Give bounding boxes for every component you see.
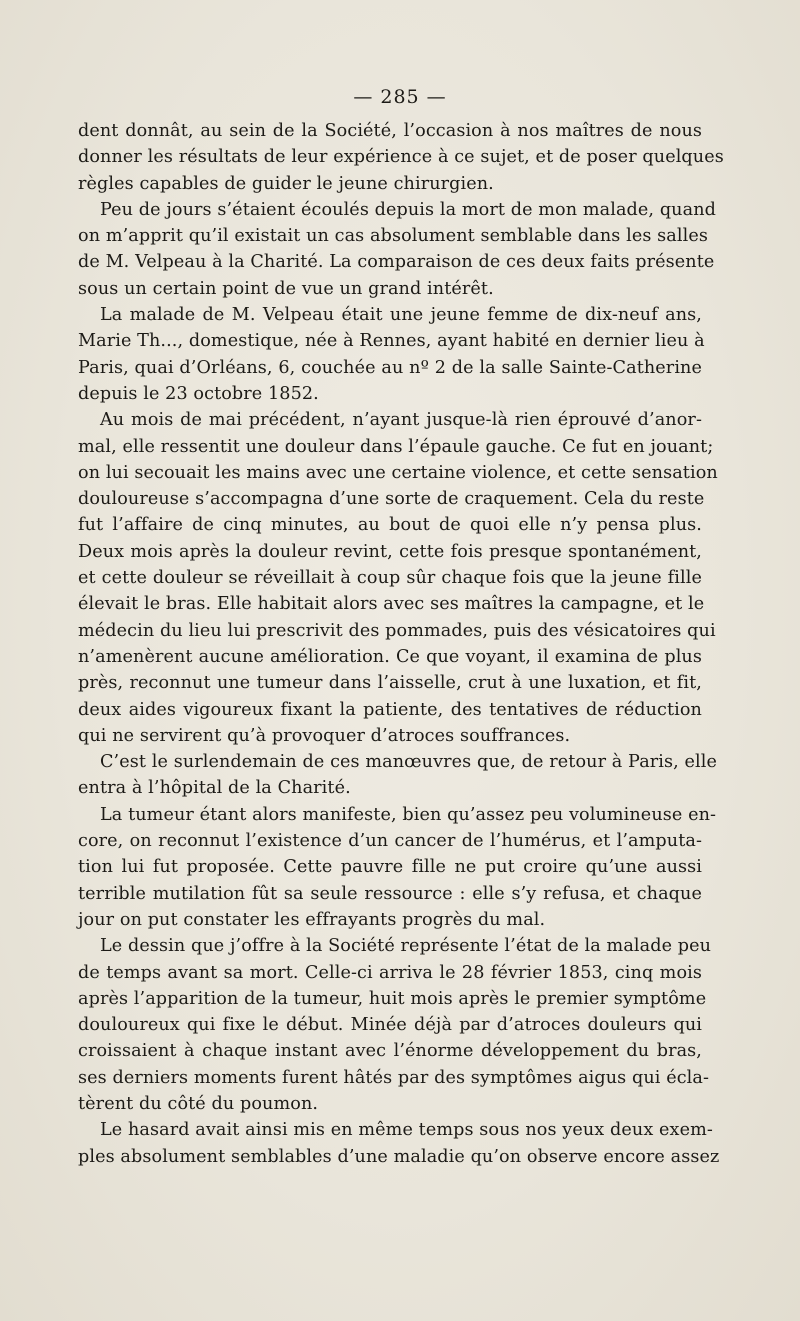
text-line: croissaient à chaque instant avec l’énorme développement du bras, — [78, 1041, 702, 1062]
text-line: et cette douleur se réveillait à coup sûr chaque fois que la jeune fille — [78, 568, 702, 589]
text-line: Marie Th..., domestique, née à Rennes, ayant habité en dernier lieu à — [78, 331, 705, 352]
paragraph — [78, 302, 705, 407]
text-line: après l’apparition de la tumeur, huit mois après le premier symptôme — [78, 988, 707, 1009]
text-line: on lui secouait les mains avec une certaine violence, et cette sensation — [78, 462, 718, 483]
paragraph — [78, 407, 718, 749]
paragraph — [78, 802, 717, 933]
text-line: core, on reconnut l’existence d’un cancer de l’humérus, et l’amputa- — [78, 831, 702, 852]
text-line: médecin du lieu lui prescrivit des pommades, puis des vésicatoires qui — [78, 620, 716, 641]
text-line: Au mois de mai précédent, n’ayant jusque-là rien éprouvé d’anor- — [100, 410, 702, 431]
text-line: mal, elle ressentit une douleur dans l’épaule gauche. Ce fut en jouant; — [78, 436, 714, 457]
text-line: depuis le 23 octobre 1852. — [78, 383, 319, 404]
paragraph — [78, 118, 724, 197]
text-line: entra à l’hôpital de la Charité. — [78, 778, 351, 799]
text-line: élevait le bras. Elle habitait alors avec ses maîtres la campagne, et le — [78, 594, 705, 615]
text-line: ples absolument semblables d’une maladie qu’on observe encore assez — [78, 1146, 720, 1167]
text-line: on m’apprit qu’il existait un cas absolument semblable dans les salles — [78, 226, 708, 247]
text-line: La tumeur étant alors manifeste, bien qu’assez peu volumineuse en- — [100, 804, 717, 825]
text-line: La malade de M. Velpeau était une jeune femme de dix-neuf ans, — [100, 305, 702, 326]
text-line: Le hasard avait ainsi mis en même temps sous nos yeux deux exem- — [100, 1120, 713, 1141]
text-line: près, reconnut une tumeur dans l’aisselle, crut à une luxation, et fit, — [78, 673, 702, 694]
text-line: jour on put constater les effrayants progrès du mal. — [78, 909, 546, 930]
paragraph — [78, 749, 718, 802]
paragraph — [78, 1117, 720, 1170]
text-line: douloureuse s’accompagna d’une sorte de craquement. Cela du reste — [78, 489, 705, 510]
text-line: règles capables de guider le jeune chirurgien. — [78, 173, 494, 194]
text-line: donner les résultats de leur expérience à ce sujet, et de poser quelques — [78, 147, 724, 168]
text-line: ses derniers moments furent hâtés par des symptômes aigus qui écla- — [78, 1067, 710, 1088]
text-line: tèrent du côté du poumon. — [78, 1093, 319, 1114]
text-line: de temps avant sa mort. Celle-ci arriva le 28 février 1853, cinq mois — [78, 962, 702, 983]
text-line: tion lui fut proposée. Cette pauvre fille ne put croire qu’une aussi — [78, 857, 702, 878]
text-line: douloureux qui fixe le début. Minée déjà par d’atroces douleurs qui — [78, 1015, 702, 1036]
text-line: de M. Velpeau à la Charité. La comparaison de ces deux faits présente — [78, 252, 715, 273]
text-line: Deux mois après la douleur revint, cette fois presque spontanément, — [78, 541, 702, 562]
text-line: Peu de jours s’étaient écoulés depuis la mort de mon malade, quand — [100, 199, 716, 220]
text-line: qui ne servirent qu’à provoquer d’atroces souffrances. — [78, 725, 571, 746]
text-line: Le dessin que j’offre à la Société représente l’état de la malade peu — [100, 936, 712, 957]
text-line: fut l’affaire de cinq minutes, au bout de quoi elle n’y pensa plus. — [78, 515, 702, 536]
text-line: n’amenèrent aucune amélioration. Ce que voyant, il examina de plus — [78, 646, 702, 667]
paragraph — [78, 933, 712, 1117]
text-line: sous un certain point de vue un grand intérêt. — [78, 278, 494, 299]
text-line: C’est le surlendemain de ces manœuvres que, de retour à Paris, elle — [100, 752, 718, 773]
text-line: terrible mutilation fût sa seule ressource : elle s’y refusa, et chaque — [78, 883, 702, 904]
text-line: Paris, quai d’Orléans, 6, couchée au nº 2 de la salle Sainte-Catherine — [78, 357, 702, 378]
paragraph — [78, 197, 716, 302]
page-number: — 285 — — [353, 86, 447, 108]
text-line: deux aides vigoureux fixant la patiente, des tentatives de réduction — [78, 699, 702, 720]
text-line: dent donnât, au sein de la Société, l’occasion à nos maîtres de nous — [78, 121, 702, 141]
body-text — [78, 118, 724, 1170]
